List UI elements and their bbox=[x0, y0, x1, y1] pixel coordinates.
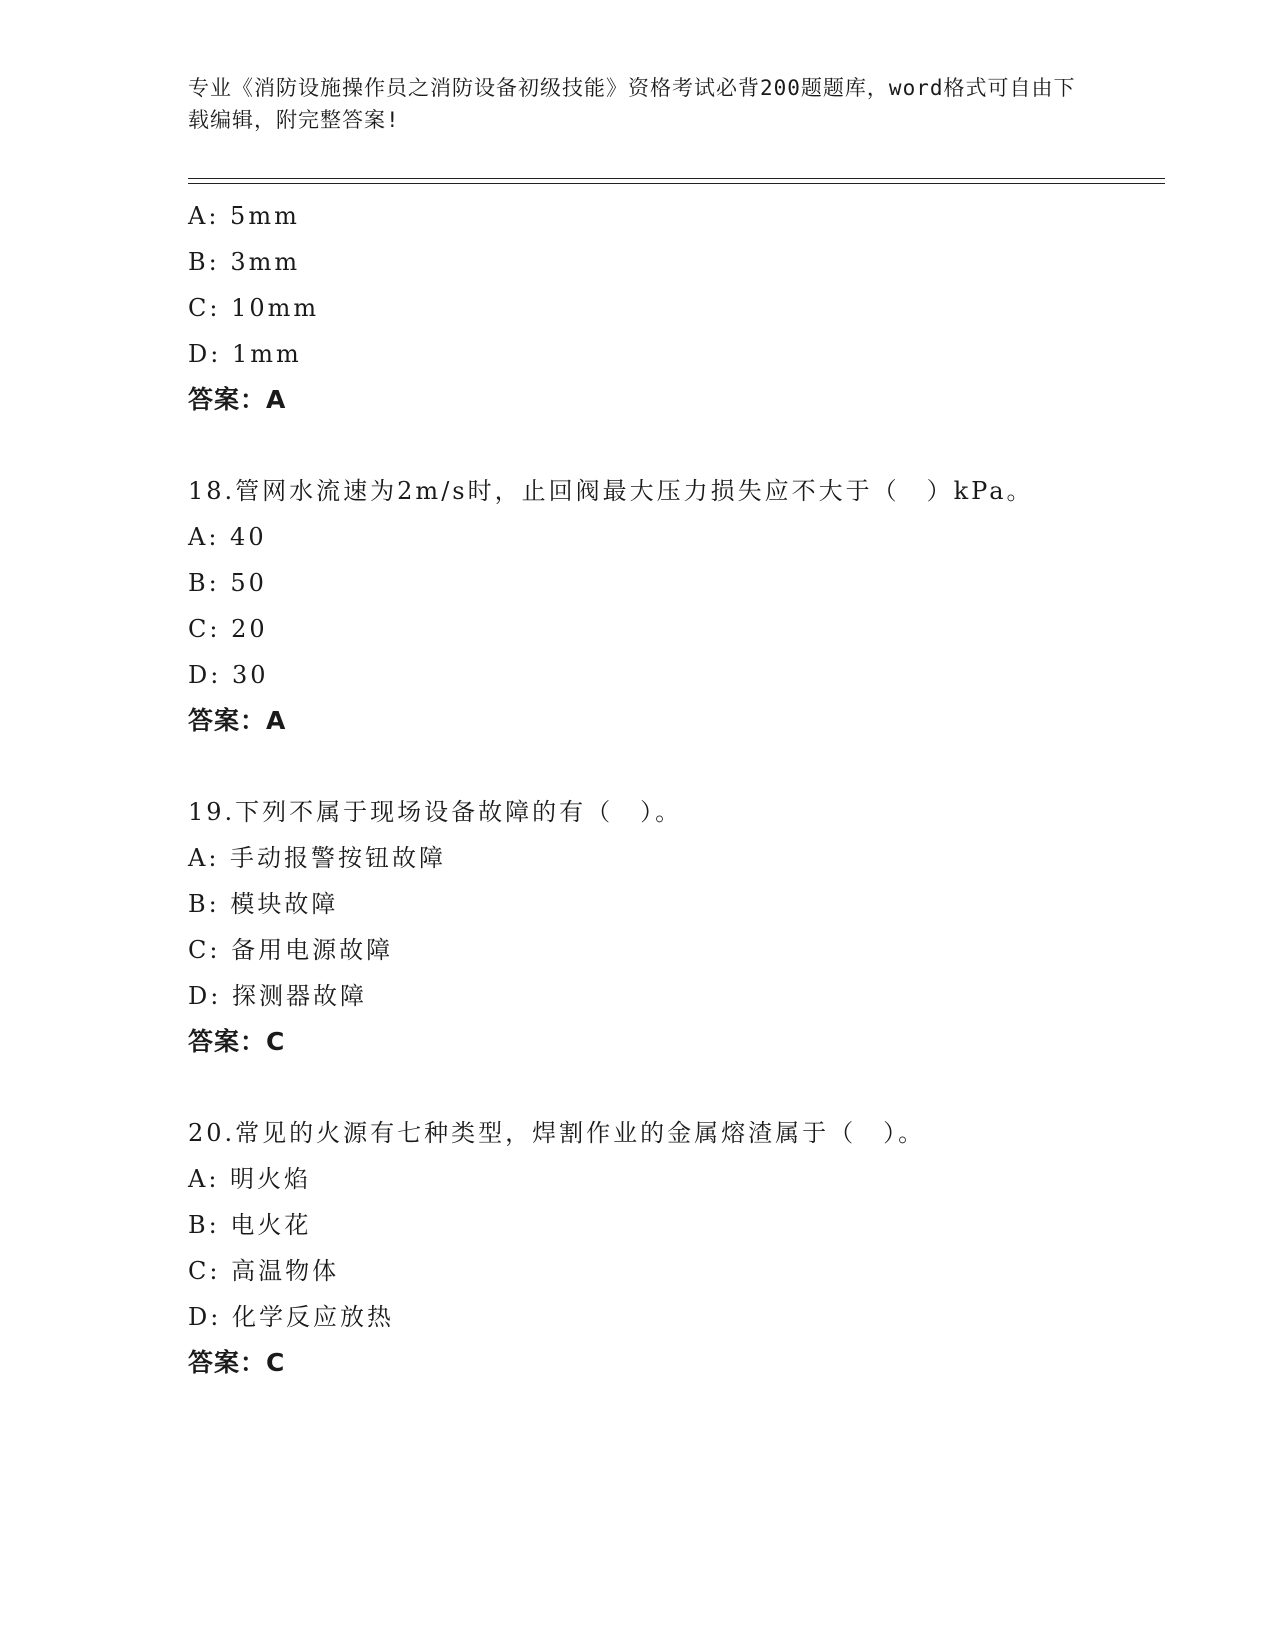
option-b: B: 电火花 bbox=[188, 1211, 312, 1239]
option-a: A: 40 bbox=[188, 523, 267, 551]
question-block bbox=[188, 468, 1165, 744]
option-d: D: 30 bbox=[188, 661, 269, 689]
block-gap bbox=[188, 423, 1165, 468]
block-gap bbox=[188, 1065, 1165, 1110]
option-c: C: 高温物体 bbox=[188, 1257, 340, 1285]
question-block bbox=[188, 789, 1165, 1065]
question-block bbox=[188, 193, 1165, 423]
option-c: C: 20 bbox=[188, 615, 268, 643]
option-b: B: 模块故障 bbox=[188, 890, 339, 918]
option-c: C: 备用电源故障 bbox=[188, 936, 394, 964]
option-c: C: 10mm bbox=[188, 294, 320, 322]
option-d: D: 1mm bbox=[188, 340, 302, 368]
option-a: A: 手动报警按钮故障 bbox=[188, 844, 447, 872]
answer-line: 答案：A bbox=[188, 385, 287, 414]
answer-line: 答案：A bbox=[188, 706, 287, 735]
question-list bbox=[188, 193, 1165, 1386]
option-d: D: 探测器故障 bbox=[188, 982, 367, 1010]
option-b: B: 3mm bbox=[188, 248, 301, 276]
answer-line: 答案：C bbox=[188, 1348, 286, 1377]
option-b: B: 50 bbox=[188, 569, 267, 597]
option-a: A: 明火焰 bbox=[188, 1165, 312, 1193]
header-rule-top bbox=[188, 178, 1165, 179]
question-text: 18.管网水流速为2m/s时，止回阀最大压力损失应不大于（ ）kPa。 bbox=[188, 477, 1034, 505]
block-gap bbox=[188, 744, 1165, 789]
document-header: 专业《消防设施操作员之消防设备初级技能》资格考试必背200题题库，word格式可自由下载编辑，附完整答案! bbox=[188, 76, 1076, 132]
option-d: D: 化学反应放热 bbox=[188, 1303, 394, 1331]
question-text: 20.常见的火源有七种类型，焊割作业的金属熔渣属于（ ）。 bbox=[188, 1119, 926, 1147]
answer-line: 答案：C bbox=[188, 1027, 286, 1056]
question-text: 19.下列不属于现场设备故障的有（ ）。 bbox=[188, 798, 683, 826]
option-a: A: 5mm bbox=[188, 202, 300, 230]
question-block bbox=[188, 1110, 1165, 1386]
header-rule-bottom bbox=[188, 183, 1165, 184]
